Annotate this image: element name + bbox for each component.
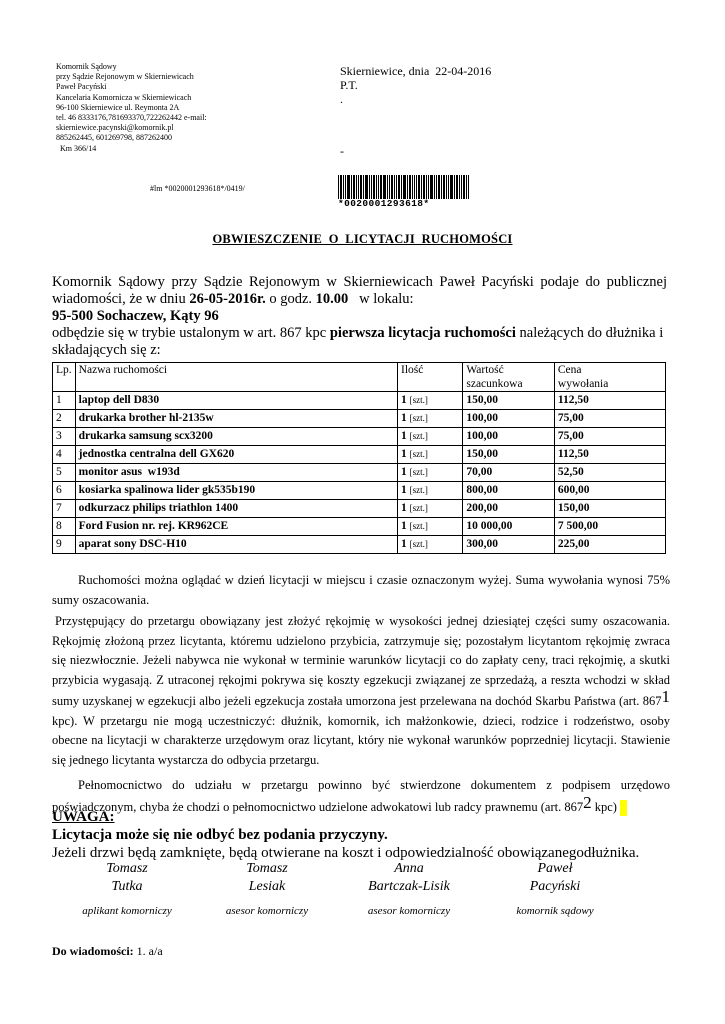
signatory-first-name: Tomasz bbox=[106, 861, 148, 876]
signature-block bbox=[334, 860, 484, 920]
barcode-bar bbox=[443, 175, 445, 199]
sender-line: 96-100 Skierniewice ul. Reymonta 2A bbox=[56, 102, 180, 112]
qty-value: 1 bbox=[401, 484, 407, 496]
deposit-paragraph bbox=[52, 612, 670, 770]
barcode-bar bbox=[423, 175, 425, 199]
place-date-block bbox=[340, 64, 491, 158]
notice-line: Jeżeli drzwi będą zamknięte, będą otwierane na koszt i odpowiedzialność obowiązanegodłużnika. bbox=[52, 845, 640, 861]
article-superscript: 1 bbox=[661, 687, 670, 706]
barcode-bar bbox=[363, 175, 364, 199]
intro-line bbox=[52, 291, 667, 308]
cell-lp: 8 bbox=[53, 518, 76, 536]
intro-text: należących do dłużnika i bbox=[515, 325, 664, 341]
barcode-bar bbox=[430, 175, 433, 199]
signatory-first-name: Tomasz bbox=[246, 861, 288, 876]
cell-qty bbox=[398, 464, 463, 482]
signatory-last-name: Tutka bbox=[111, 879, 143, 894]
auction-time: 10.00 bbox=[315, 291, 349, 307]
barcode-bar bbox=[426, 175, 427, 199]
col-value-line: szacunkowa bbox=[466, 378, 523, 390]
cell-price: 225,00 bbox=[554, 536, 665, 554]
barcode-bar bbox=[446, 175, 447, 199]
viewing-paragraph: Ruchomości można oglądać w dzień licytacji w miejscu i czasie oznaczonym wyżej. Suma wywołania wynosi 75% sumy oszacowania. bbox=[52, 573, 670, 607]
barcode-bar bbox=[360, 175, 362, 199]
sender-line: 885262445, 601269798, 887262400 bbox=[56, 133, 172, 143]
table-header-row bbox=[53, 363, 666, 392]
cell-value: 100,00 bbox=[463, 428, 555, 446]
qty-value: 1 bbox=[401, 412, 407, 424]
barcode-bar bbox=[407, 175, 408, 199]
qty-value: 1 bbox=[401, 502, 407, 514]
barcode-bar bbox=[356, 175, 357, 199]
sender-line: Paweł Pacyński bbox=[56, 82, 107, 92]
intro bbox=[52, 274, 667, 359]
table-row bbox=[53, 392, 666, 410]
cell-lp: 6 bbox=[53, 482, 76, 500]
addressee-placeholder: . bbox=[340, 92, 343, 106]
cell-name: Ford Fusion nr. rej. KR962CE bbox=[75, 518, 397, 536]
signature-block bbox=[192, 860, 342, 920]
barcode-bar bbox=[463, 175, 465, 199]
cell-name: odkurzacz philips triathlon 1400 bbox=[75, 500, 397, 518]
barcode-bar bbox=[343, 175, 344, 199]
barcode-bar bbox=[380, 175, 382, 199]
qty-unit: [szt.] bbox=[409, 413, 428, 423]
sender-line: Km 366/14 bbox=[56, 143, 97, 153]
barcode-text: *0020001293618* bbox=[338, 198, 430, 209]
cell-name: drukarka samsung scx3200 bbox=[75, 428, 397, 446]
cell-qty bbox=[398, 392, 463, 410]
case-reference: #lm *0020001293618*/0419/ bbox=[150, 184, 245, 193]
intro-text: o godz. bbox=[265, 291, 316, 307]
signatory-last-name: Bartczak-Lisik bbox=[368, 879, 450, 894]
signature-block bbox=[52, 860, 202, 920]
notice-heading: UWAGA: bbox=[52, 809, 115, 825]
cell-qty bbox=[398, 536, 463, 554]
auction-address: 95-500 Sochaczew, Kąty 96 bbox=[52, 308, 219, 324]
barcode-bar bbox=[438, 175, 440, 199]
proxy-paragraph bbox=[52, 776, 670, 817]
cell-name: laptop dell D830 bbox=[75, 392, 397, 410]
barcode-bar bbox=[394, 175, 395, 199]
cell-price: 75,00 bbox=[554, 410, 665, 428]
cell-lp: 1 bbox=[53, 392, 76, 410]
cell-lp: 7 bbox=[53, 500, 76, 518]
intro-line: składających się z: bbox=[52, 342, 161, 358]
paragraph-text: kpc) bbox=[591, 799, 617, 814]
barcode-bar bbox=[441, 175, 442, 199]
barcode-bar bbox=[345, 175, 346, 199]
cell-qty bbox=[398, 518, 463, 536]
signatory-last-name: Lesiak bbox=[248, 879, 286, 894]
cell-qty bbox=[398, 482, 463, 500]
notice-block bbox=[52, 826, 672, 862]
document-title: OBWIESZCZENIE O LICYTACJI RUCHOMOŚCI bbox=[212, 232, 513, 246]
barcode-bar bbox=[434, 175, 435, 199]
cell-price: 112,50 bbox=[554, 446, 665, 464]
cell-lp: 3 bbox=[53, 428, 76, 446]
cell-price: 112,50 bbox=[554, 392, 665, 410]
barcode-bar bbox=[373, 175, 375, 199]
barcode-bar bbox=[454, 175, 455, 199]
barcode-bar bbox=[351, 175, 352, 199]
barcode-bar bbox=[436, 175, 437, 199]
cell-value: 150,00 bbox=[463, 446, 555, 464]
col-value-line: Wartość bbox=[466, 364, 504, 376]
barcode-bar bbox=[468, 175, 469, 199]
barcode-bar bbox=[416, 175, 417, 199]
barcode-bar bbox=[369, 175, 370, 199]
cell-qty bbox=[398, 428, 463, 446]
cell-name: aparat sony DSC-H10 bbox=[75, 536, 397, 554]
barcode-bar bbox=[338, 175, 339, 199]
signatory-role: asesor komorniczy bbox=[367, 905, 451, 917]
addressee: P.T. bbox=[340, 78, 358, 92]
paragraph-text: Przystępujący do przetargu obowiązany jest złożyć rękojmię w wysokości jednej dziesiątej części sumy oszacowania. Rękojmię złożoną przez licytanta, któremu udzielono przybicia, zatrzymuje się; pozostałym licytantom rękojmię zwraca się niezwłocznie. Jeżeli nabywca nie wykonał w terminie warunków licytacji co do zapłaty ceny, traci rękojmię, a skutki przybicia wygasają. Z utraconej rękojmi pokrywa się koszty egzekucji związanej ze sprzedażą, a reszta wchodzi w skład sumy uzyskanej w egzekucji albo jeżeli egzekucja została umorzona jest przelewana na dochód Skarbu Państwa (art. 867 bbox=[52, 614, 670, 708]
signature-block bbox=[480, 860, 630, 920]
barcode-bar bbox=[353, 175, 355, 199]
cell-lp: 5 bbox=[53, 464, 76, 482]
table-row bbox=[53, 410, 666, 428]
cell-name: monitor asus w193d bbox=[75, 464, 397, 482]
barcode-bar bbox=[456, 175, 458, 199]
sender-line: skierniewice.pacynski@komornik.pl bbox=[56, 123, 174, 133]
qty-unit: [szt.] bbox=[409, 485, 428, 495]
barcode-bar bbox=[401, 175, 402, 199]
barcode-bar bbox=[409, 175, 411, 199]
cell-name: drukarka brother hl-2135w bbox=[75, 410, 397, 428]
barcode-bar bbox=[391, 175, 393, 199]
barcode-bar bbox=[358, 175, 359, 199]
table-row bbox=[53, 482, 666, 500]
cell-price: 600,00 bbox=[554, 482, 665, 500]
barcode-bar bbox=[448, 175, 449, 199]
cell-name: kosiarka spalinowa lider gk535b190 bbox=[75, 482, 397, 500]
sender-line: tel. 46 8333176,781693370,722262442 e-mail: bbox=[56, 113, 207, 123]
qty-value: 1 bbox=[401, 538, 407, 550]
signatory-first-name: Anna bbox=[394, 861, 424, 876]
col-value bbox=[463, 363, 555, 392]
intro-line: Komornik Sądowy przy Sądzie Rejonowym w Skierniewicach Paweł Pacyński podaje do publicznej bbox=[52, 274, 667, 290]
cell-name: jednostka centralna dell GX620 bbox=[75, 446, 397, 464]
barcode-bar bbox=[466, 175, 467, 199]
sender-line: Komornik Sądowy bbox=[56, 62, 117, 71]
sender-line: przy Sądzie Rejonowym w Skierniewicach bbox=[56, 72, 194, 82]
sender-block bbox=[56, 62, 296, 154]
cell-lp: 9 bbox=[53, 536, 76, 554]
qty-value: 1 bbox=[401, 448, 407, 460]
qty-value: 1 bbox=[401, 520, 407, 532]
distribution-label: Do wiadomości: bbox=[52, 944, 134, 958]
barcode-bar bbox=[428, 175, 429, 199]
barcode-bar bbox=[383, 175, 386, 199]
barcode-bar bbox=[376, 175, 377, 199]
notice-line-bold: Licytacja może się nie odbyć bez podania przyczyny. bbox=[52, 827, 388, 843]
paragraph-text: kpc). W przetargu nie mogą uczestniczyć: dłużnik, komornik, ich małżonkowie, dzieci, rodzice i rodzeństwo, osoby obecne na licytacji w charakterze urzędowym oraz licytant, który nie wykonał warunków poprzedniej licytacji. Stawienie się jednego licytanta wystarcza do odbycia przetargu. bbox=[52, 713, 670, 767]
table-row bbox=[53, 464, 666, 482]
barcode-bar bbox=[412, 175, 413, 199]
auction-type: pierwsza licytacja ruchomości bbox=[329, 325, 516, 341]
cell-qty bbox=[398, 500, 463, 518]
cell-value: 70,00 bbox=[463, 464, 555, 482]
table-row bbox=[53, 500, 666, 518]
barcode-bar bbox=[398, 175, 400, 199]
cell-value: 300,00 bbox=[463, 536, 555, 554]
cell-lp: 4 bbox=[53, 446, 76, 464]
cell-price: 52,50 bbox=[554, 464, 665, 482]
barcode-bar bbox=[450, 175, 453, 199]
barcode-bar bbox=[389, 175, 390, 199]
signatory-first-name: Paweł bbox=[537, 861, 573, 876]
barcode-bar bbox=[378, 175, 379, 199]
cell-qty bbox=[398, 446, 463, 464]
barcode-bar bbox=[403, 175, 406, 199]
cell-value: 200,00 bbox=[463, 500, 555, 518]
signatory-last-name: Pacyński bbox=[529, 879, 581, 894]
barcode-bar bbox=[387, 175, 388, 199]
barcode-bar bbox=[371, 175, 372, 199]
table-row bbox=[53, 536, 666, 554]
distribution-list bbox=[52, 944, 163, 959]
distribution-value: 1. a/a bbox=[133, 944, 163, 958]
highlight-mark bbox=[620, 800, 627, 816]
qty-unit: [szt.] bbox=[409, 539, 428, 549]
col-lp: Lp. bbox=[53, 363, 76, 392]
cell-value: 800,00 bbox=[463, 482, 555, 500]
place-date: Skierniewice, dnia 22-04-2016 bbox=[340, 64, 492, 78]
barcode-bar bbox=[459, 175, 460, 199]
intro-text: wiadomości, że w dniu bbox=[52, 291, 190, 307]
table-row bbox=[53, 518, 666, 536]
col-price bbox=[554, 363, 665, 392]
auction-date: 26-05-2016r. bbox=[189, 291, 266, 307]
qty-value: 1 bbox=[401, 466, 407, 478]
paragraph-text: Pełnomocnictwo do udziału w przetargu powinno być stwierdzone dokumentem z podpisem urzędowo poświadczonym, chyba że chodzi o pełnomocnictwo udzielone adwokatowi lub radcy prawnemu (art. 867 bbox=[52, 778, 670, 814]
cell-qty bbox=[398, 410, 463, 428]
barcode-bar bbox=[340, 175, 342, 199]
barcode-bar bbox=[418, 175, 420, 199]
sender-line: Kancelaria Komornicza w Skierniewicach bbox=[56, 92, 192, 102]
cell-price: 75,00 bbox=[554, 428, 665, 446]
qty-unit: [szt.] bbox=[409, 395, 428, 405]
qty-unit: [szt.] bbox=[409, 521, 428, 531]
qty-unit: [szt.] bbox=[409, 467, 428, 477]
barcode bbox=[338, 175, 472, 208]
intro-text: odbędzie się w trybie ustalonym w art. 867 kpc bbox=[52, 325, 330, 341]
qty-value: 1 bbox=[401, 394, 407, 406]
qty-value: 1 bbox=[401, 430, 407, 442]
table-row bbox=[53, 428, 666, 446]
qty-unit: [szt.] bbox=[409, 449, 428, 459]
barcode-bars bbox=[338, 175, 472, 199]
barcode-bar bbox=[365, 175, 368, 199]
intro-line bbox=[52, 325, 667, 342]
cell-value: 150,00 bbox=[463, 392, 555, 410]
signatory-role: asesor komorniczy bbox=[225, 905, 309, 917]
cell-value: 10 000,00 bbox=[463, 518, 555, 536]
qty-unit: [szt.] bbox=[409, 431, 428, 441]
article-superscript: 2 bbox=[583, 792, 592, 812]
addressee-dash: - bbox=[340, 144, 344, 158]
signatory-role: aplikant komorniczy bbox=[82, 905, 172, 917]
cell-price: 7 500,00 bbox=[554, 518, 665, 536]
cell-lp: 2 bbox=[53, 410, 76, 428]
barcode-bar bbox=[461, 175, 462, 199]
cell-price: 150,00 bbox=[554, 500, 665, 518]
col-price-line: Cena bbox=[557, 364, 582, 376]
barcode-bar bbox=[421, 175, 422, 199]
col-price-line: wywołania bbox=[557, 378, 609, 390]
barcode-bar bbox=[414, 175, 415, 199]
barcode-bar bbox=[347, 175, 350, 199]
qty-unit: [szt.] bbox=[409, 503, 428, 513]
table-row bbox=[53, 446, 666, 464]
intro-text: w lokalu: bbox=[348, 291, 414, 307]
col-qty: Ilość bbox=[398, 363, 463, 392]
barcode-bar bbox=[396, 175, 397, 199]
cell-value: 100,00 bbox=[463, 410, 555, 428]
col-name: Nazwa ruchomości bbox=[75, 363, 397, 392]
signatory-role: komornik sądowy bbox=[516, 905, 594, 917]
items-table bbox=[52, 362, 666, 554]
